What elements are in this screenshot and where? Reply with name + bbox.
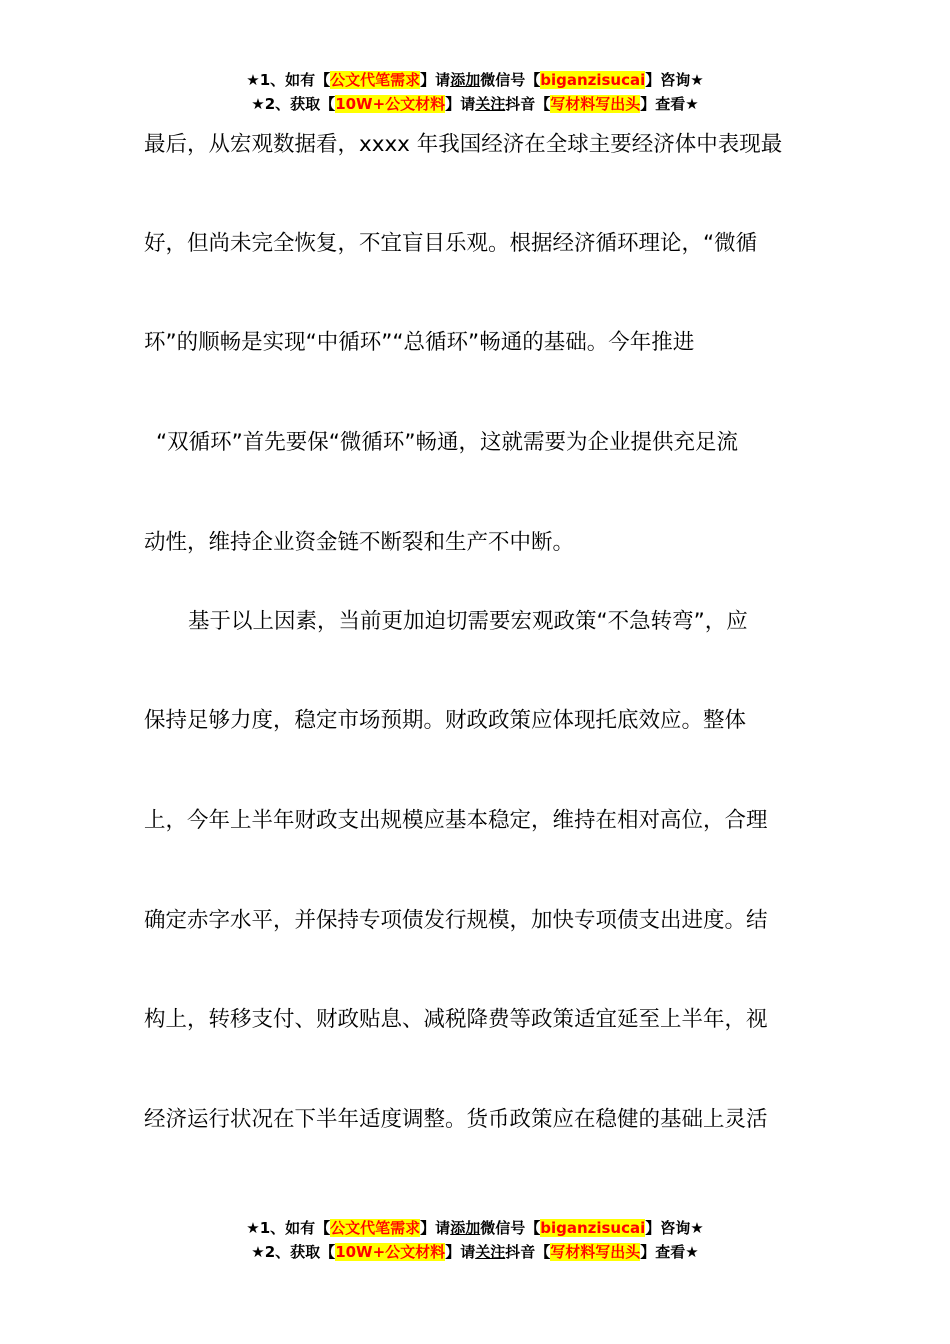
body-line: 上，今年上半年财政支出规模应基本稳定，维持在相对高位，合理 xyxy=(144,808,768,833)
body-line: 动性，维持企业资金链不断裂和生产不中断。 xyxy=(144,530,575,555)
body-line: 好，但尚未完全恢复，不宜盲目乐观。根据经济循环理论，“微循 xyxy=(144,231,758,256)
footer-banner xyxy=(0,1216,950,1264)
banner-text: 】请 xyxy=(445,95,476,113)
banner-text: 抖音【 xyxy=(505,95,551,113)
body-line: 确定赤字水平，并保持专项债发行规模，加快专项债支出进度。结 xyxy=(144,908,768,933)
underlined-add: 添加 xyxy=(450,71,481,89)
banner-text: 】请 xyxy=(420,1219,451,1237)
highlight-wechat-id: biganzisucai xyxy=(540,71,646,89)
body-line: 经济运行状况在下半年适度调整。货币政策应在稳健的基础上灵活 xyxy=(144,1107,768,1132)
body-line: 环”的顺畅是实现“中循环”“总循环”畅通的基础。今年推进 xyxy=(144,330,695,355)
highlight-douyin: 写材料写出头 xyxy=(550,1243,641,1261)
banner-text: 】请 xyxy=(420,71,451,89)
body-line: 保持足够力度，稳定市场预期。财政政策应体现托底效应。整体 xyxy=(144,708,747,733)
banner-text: 】查看★ xyxy=(640,95,699,113)
banner-text: ★1、如有【 xyxy=(246,71,331,89)
banner-line-2 xyxy=(0,92,950,116)
body-line: 最后，从宏观数据看，xxxx 年我国经济在全球主要经济体中表现最 xyxy=(144,132,783,157)
highlight-service: 公文代笔需求 xyxy=(330,1219,421,1237)
highlight-materials: 10W+公文材料 xyxy=(335,1243,446,1261)
banner-line-1 xyxy=(0,68,950,92)
banner-text: ★2、获取【 xyxy=(251,95,336,113)
banner-line-1 xyxy=(0,1216,950,1240)
underlined-follow: 关注 xyxy=(475,1243,506,1261)
banner-text: 抖音【 xyxy=(505,1243,551,1261)
banner-text: 】查看★ xyxy=(640,1243,699,1261)
body-line: “双循环”首先要保“微循环”畅通，这就需要为企业提供充足流 xyxy=(156,430,739,455)
highlight-wechat-id: biganzisucai xyxy=(540,1219,646,1237)
highlight-douyin: 写材料写出头 xyxy=(550,95,641,113)
paragraph-start-line: 基于以上因素，当前更加迫切需要宏观政策“不急转弯”，应 xyxy=(188,609,748,634)
highlight-materials: 10W+公文材料 xyxy=(335,95,446,113)
banner-text: 】请 xyxy=(445,1243,476,1261)
banner-text: ★1、如有【 xyxy=(246,1219,331,1237)
banner-text: 微信号【 xyxy=(480,71,541,89)
body-line: 构上，转移支付、财政贴息、减税降费等政策适宜延至上半年，视 xyxy=(144,1007,768,1032)
banner-line-2 xyxy=(0,1240,950,1264)
banner-text: ★2、获取【 xyxy=(251,1243,336,1261)
highlight-service: 公文代笔需求 xyxy=(330,71,421,89)
banner-text: 】咨询★ xyxy=(645,71,704,89)
banner-text: 】咨询★ xyxy=(645,1219,704,1237)
underlined-add: 添加 xyxy=(450,1219,481,1237)
header-banner xyxy=(0,68,950,116)
banner-text: 微信号【 xyxy=(480,1219,541,1237)
underlined-follow: 关注 xyxy=(475,95,506,113)
